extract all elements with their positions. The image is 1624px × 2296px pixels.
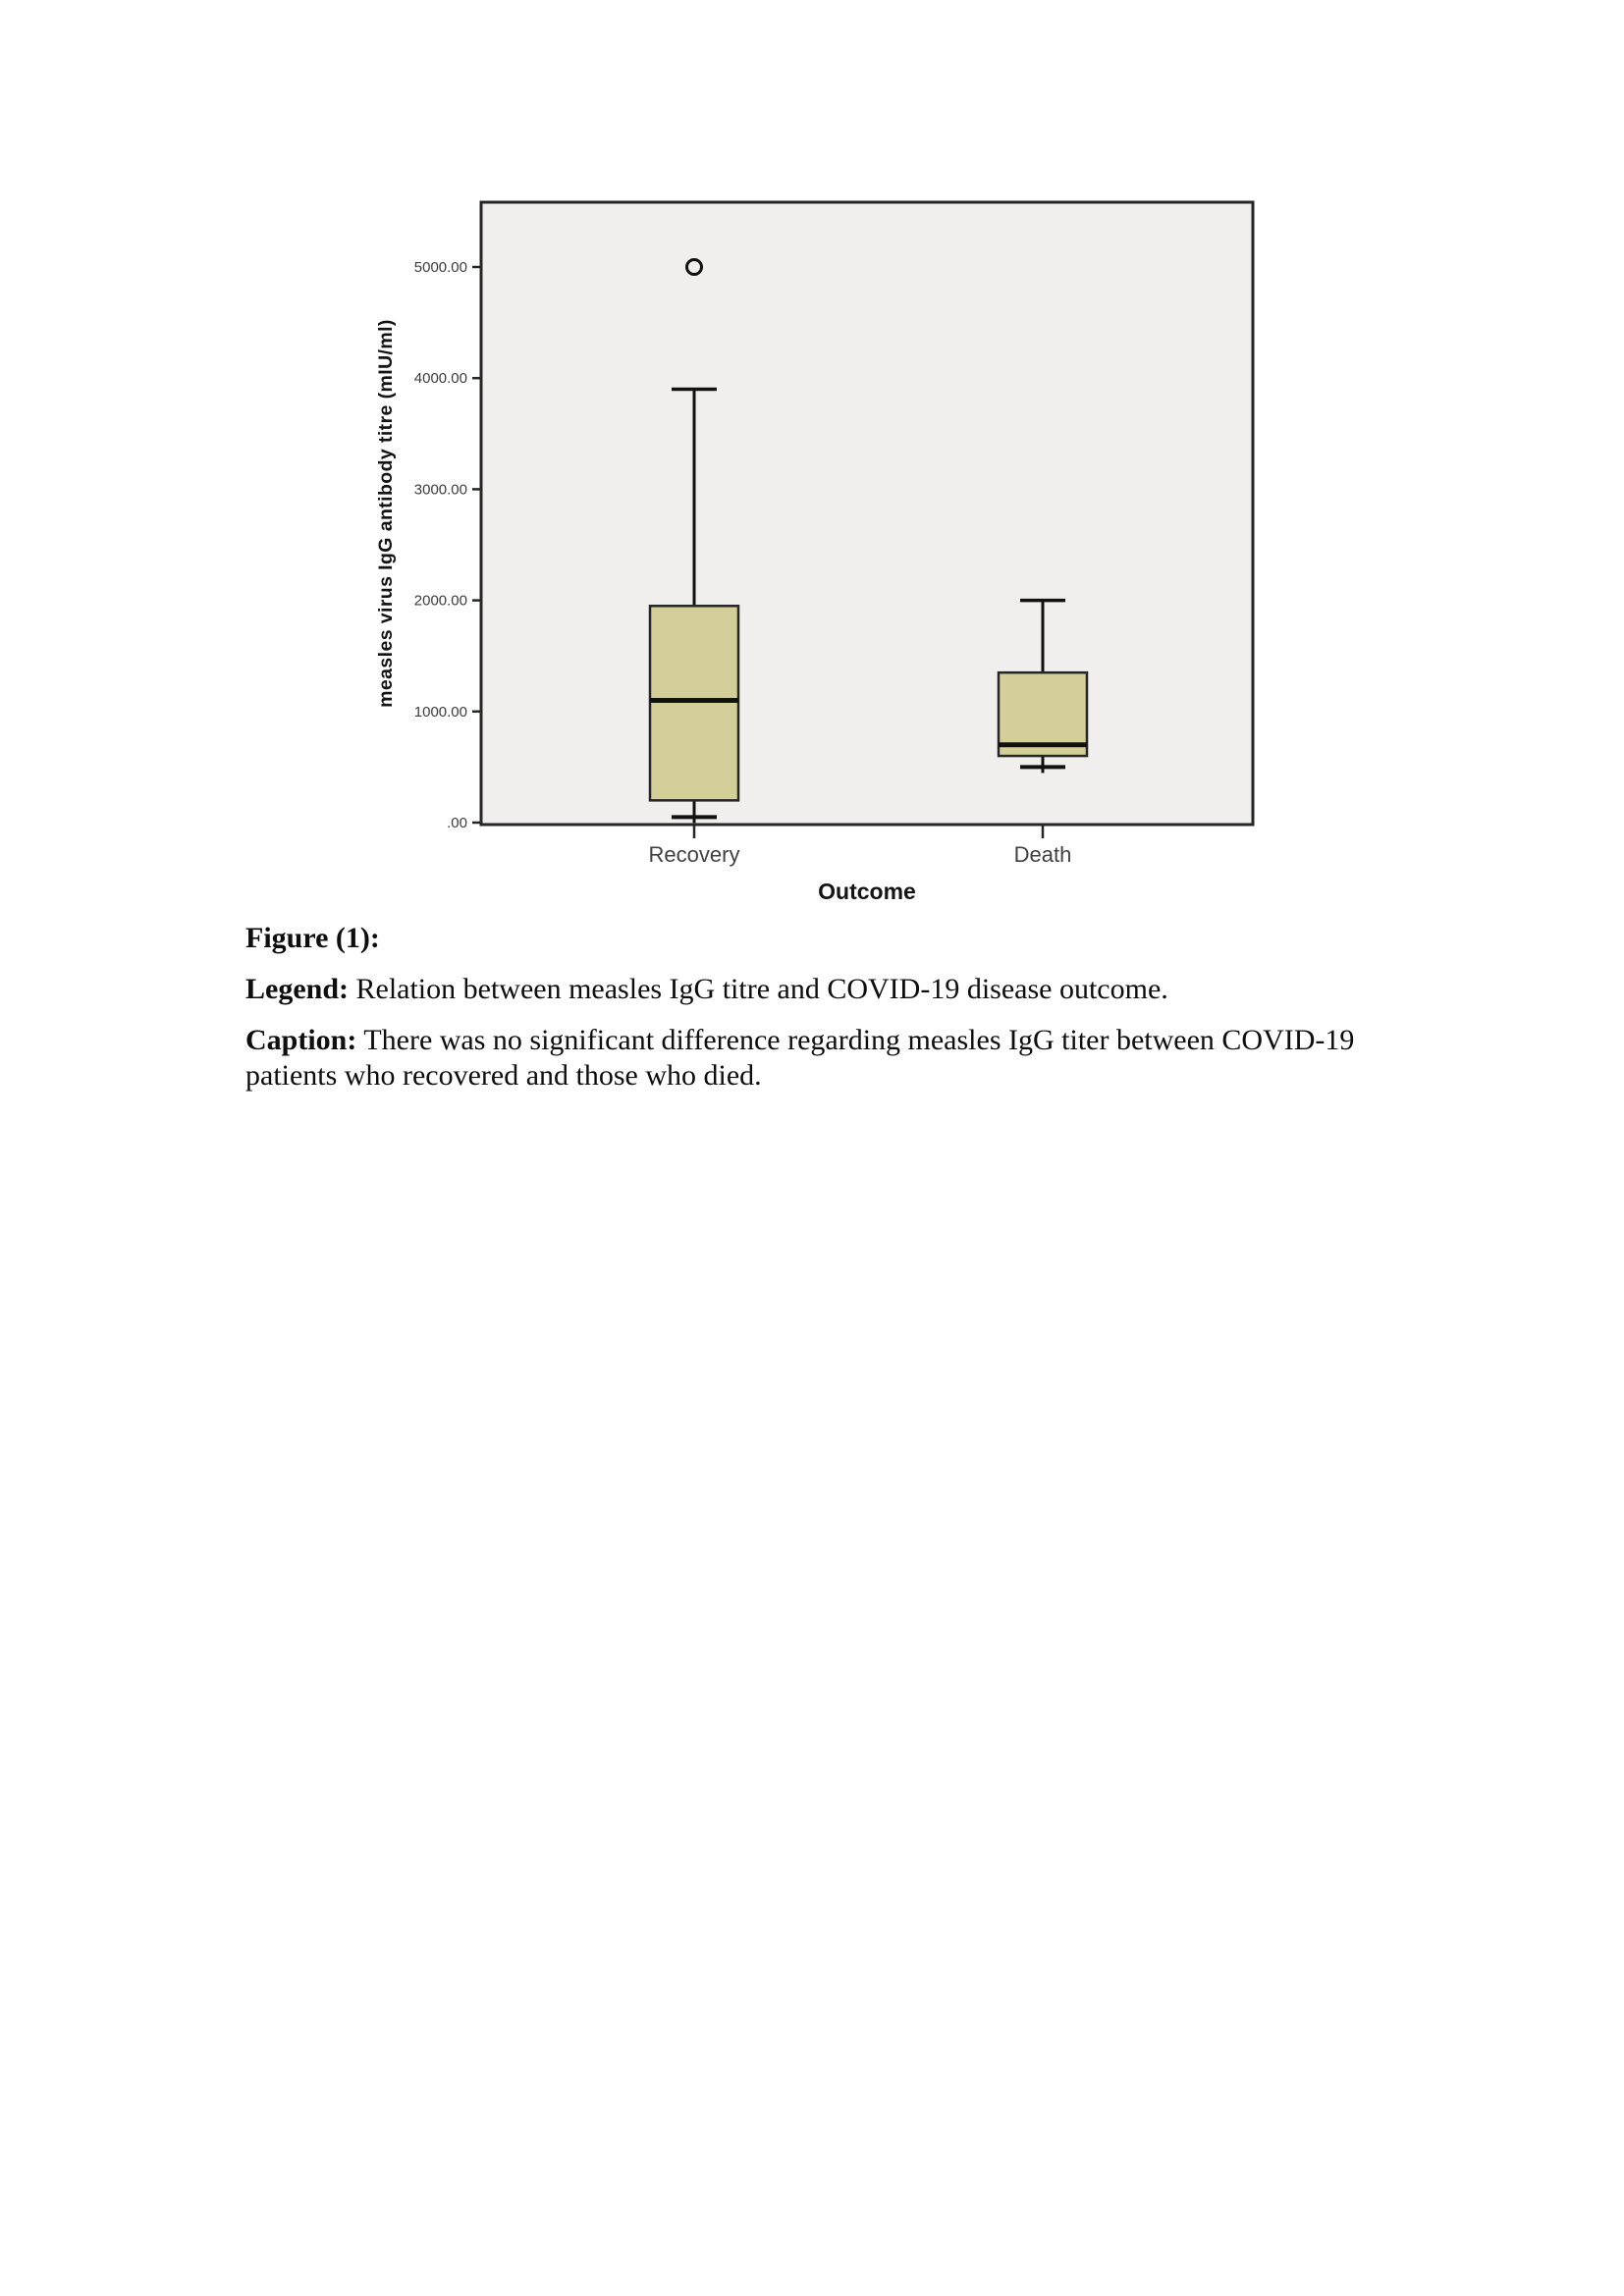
figure-caption-block	[245, 921, 1354, 1109]
y-tick-label: 5000.00	[413, 259, 467, 276]
plot-area	[481, 202, 1253, 825]
boxplot-figure	[0, 0, 1624, 923]
caption-text-line2: patients who recovered and those who died.	[245, 1059, 762, 1092]
y-axis-title: measles virus IgG antibody titre (mIU/ml)	[375, 319, 397, 708]
legend-text: Relation between measles IgG titre and COVID-19 disease outcome.	[349, 973, 1168, 1005]
caption-text-line1: There was no significant difference regarding measles IgG titer between COVID-19	[356, 1024, 1355, 1056]
y-tick-label: .00	[447, 815, 467, 831]
legend-label: Legend:	[245, 973, 349, 1005]
y-tick-label: 1000.00	[413, 703, 467, 721]
figure-number-line	[245, 921, 1354, 956]
x-axis-title: Outcome	[818, 879, 916, 904]
figure-legend-line	[245, 972, 1354, 1007]
x-category-label-recovery: Recovery	[648, 842, 740, 867]
y-tick-label: 2000.00	[413, 592, 467, 610]
figure-caption-line	[245, 1023, 1354, 1094]
iqr-box-recovery	[650, 606, 738, 800]
figure-number-label: Figure (1):	[245, 922, 380, 954]
y-tick-label: 3000.00	[413, 481, 467, 499]
caption-label: Caption:	[245, 1024, 357, 1056]
x-category-label-death: Death	[1013, 842, 1072, 867]
y-tick-label: 4000.00	[413, 370, 467, 388]
